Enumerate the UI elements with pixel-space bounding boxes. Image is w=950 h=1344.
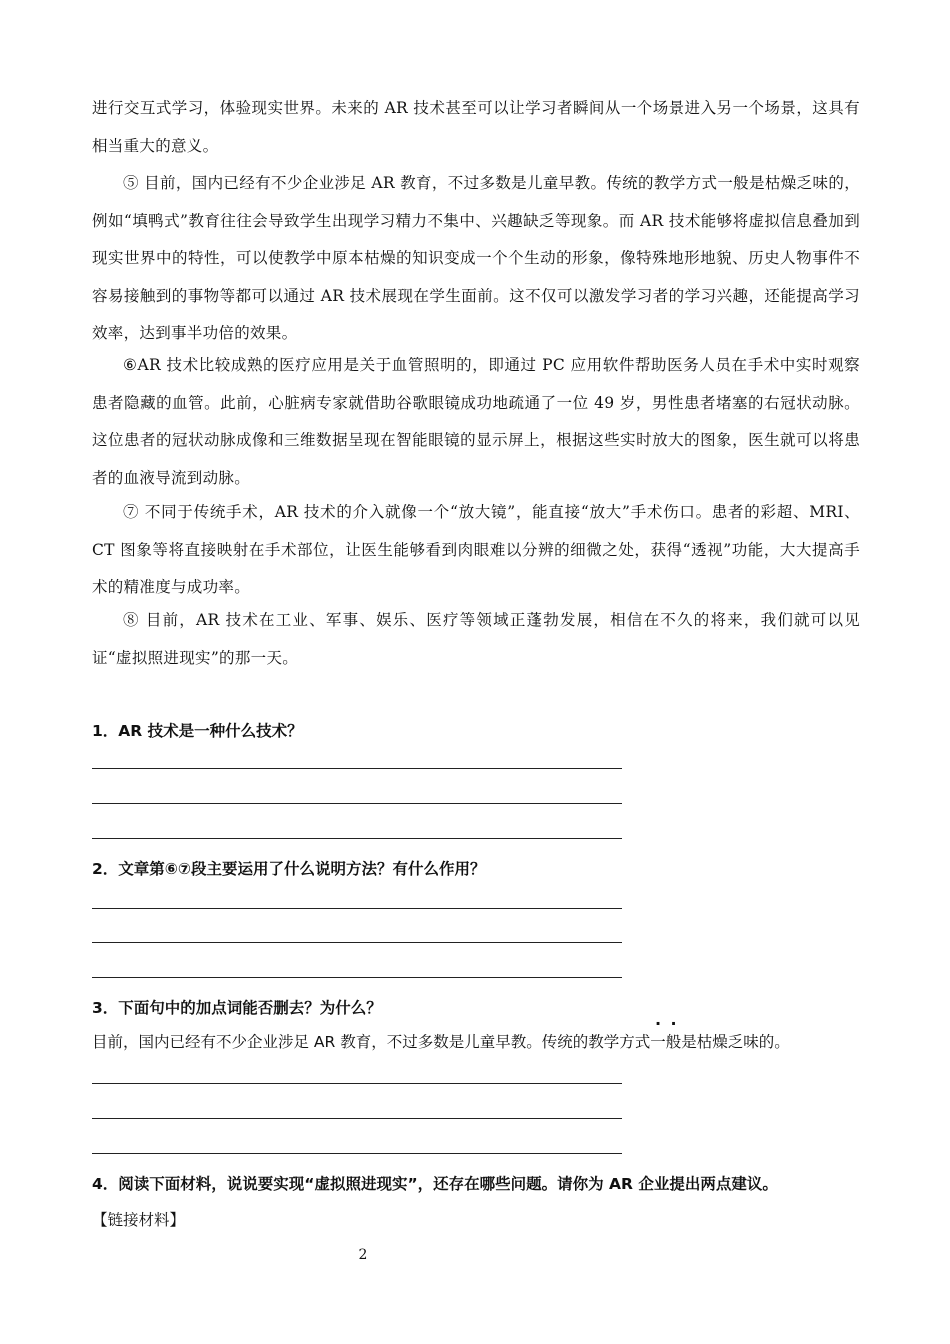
answer-line[interactable] bbox=[92, 908, 622, 909]
question-3: 3．下面句中的加点词能否删去？为什么？ bbox=[92, 999, 382, 1017]
answer-line[interactable] bbox=[92, 1118, 622, 1119]
quote-text-before: 目前，国内已经有不少企业涉足 AR 教育，不过多数是儿童早教。传统的教学方式 bbox=[92, 1033, 651, 1051]
dotted-word-char: 一 bbox=[650, 1033, 666, 1051]
paragraph-6: ⑥AR 技术比较成熟的医疗应用是关于血管照明的，即通过 PC 应用软件帮助医务人员在手术中实时观察患者隐藏的血管。此前，心脏病专家就借助谷歌眼镜成功地疏通了一位 49 岁，男性患者堵塞的右冠状动脉。这位患者的冠状动脉成像和三维数据呈现在智能眼镜的显示屏上，根据这些实时放大的图象，医生就可以将患者的血液导流到动脉。 bbox=[92, 356, 860, 487]
quoted-sentence bbox=[92, 1030, 790, 1052]
page-number: 2 bbox=[358, 1247, 368, 1263]
dotted-word-char: 般 bbox=[665, 1033, 682, 1051]
question-2: 2．文章第⑥⑦段主要运用了什么说明方法？有什么作用？ bbox=[92, 860, 486, 878]
answer-line[interactable] bbox=[92, 1083, 622, 1084]
answer-line[interactable] bbox=[92, 768, 622, 769]
paragraph-7: ⑦ 不同于传统手术，AR 技术的介入就像一个“放大镜”，能直接“放大”手术伤口。患者的彩超、MRI、CT 图象等将直接映射在手术部位，让医生能够看到肉眼难以分辨的细微之处，获得“透视”功能，大大提高手术的精准度与成功率。 bbox=[92, 503, 860, 596]
paragraph-5: ⑤ 目前，国内已经有不少企业涉足 AR 教育，不过多数是儿童早教。传统的教学方式一般是枯燥乏味的，例如“填鸭式”教育往往会导致学生出现学习精力不集中、兴趣缺乏等现象。而 AR 技术能够将虚拟信息叠加到现实世界中的特性，可以使教学中原本枯燥的知识变成一个个生动的形象，像特殊地形地貌、历史人物事件不容易接触到的事物等都可以通过 AR 技术展现在学生面前。这不仅可以激发学习者的学习兴趣，还能提高学习效率，达到事半功倍的效果。 bbox=[92, 174, 860, 342]
answer-line[interactable] bbox=[92, 977, 622, 978]
answer-line[interactable] bbox=[92, 942, 622, 943]
answer-line[interactable] bbox=[92, 838, 622, 839]
paragraph-8: ⑧ 目前，AR 技术在工业、军事、娱乐、医疗等领域正蓬勃发展，相信在不久的将来，我们就可以见证“虚拟照进现实”的那一天。 bbox=[92, 611, 860, 667]
paragraph-continued: 进行交互式学习，体验现实世界。未来的 AR 技术甚至可以让学习者瞬间从一个场景进入另一个场景，这具有相当重大的意义。 bbox=[92, 99, 860, 155]
answer-line[interactable] bbox=[92, 1153, 622, 1154]
question-4: 4．阅读下面材料，说说要实现“虚拟照进现实”，还存在哪些问题。请你为 AR 企业提出两点建议。 bbox=[92, 1175, 778, 1193]
quote-text-after: 是枯燥乏味的。 bbox=[681, 1033, 790, 1051]
link-material-label: 【链接材料】 bbox=[92, 1211, 186, 1229]
answer-line[interactable] bbox=[92, 803, 622, 804]
question-1: 1．AR 技术是一种什么技术？ bbox=[92, 722, 303, 740]
